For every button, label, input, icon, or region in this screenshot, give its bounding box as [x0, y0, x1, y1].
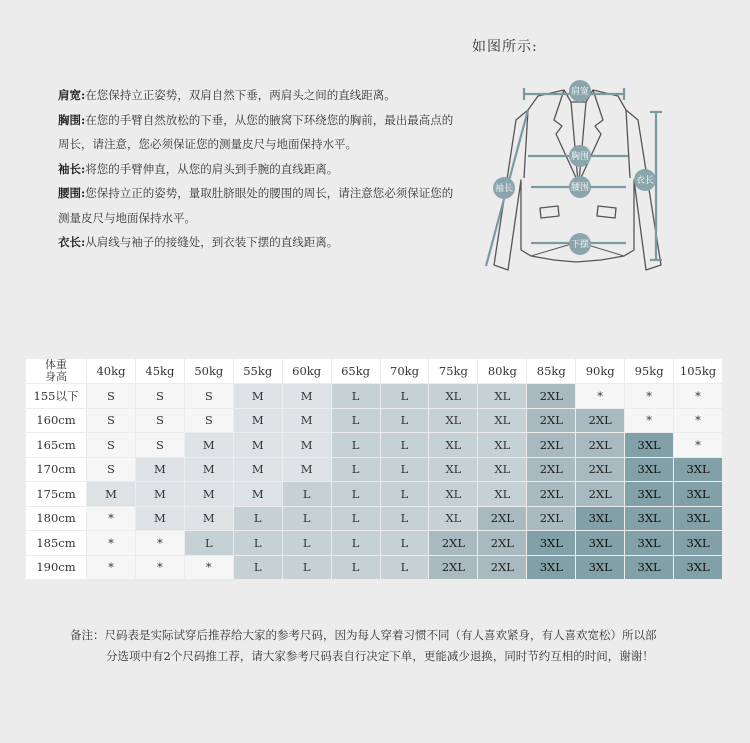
size-cell: 2XL — [429, 556, 477, 580]
size-cell: XL — [478, 409, 526, 433]
height-header: 190cm — [26, 556, 86, 580]
size-cell: XL — [478, 433, 526, 457]
size-cell: 3XL — [625, 531, 673, 555]
size-cell: 3XL — [625, 458, 673, 482]
height-header: 170cm — [26, 458, 86, 482]
size-cell: * — [625, 409, 673, 433]
table-row — [26, 458, 722, 482]
measurement-definitions — [58, 83, 458, 255]
size-cell: 3XL — [576, 507, 624, 531]
size-cell: L — [381, 433, 429, 457]
size-cell: 2XL — [478, 556, 526, 580]
height-header: 185cm — [26, 531, 86, 555]
size-cell: L — [283, 507, 331, 531]
size-cell: L — [185, 531, 233, 555]
size-cell: * — [674, 433, 722, 457]
size-cell: 2XL — [478, 507, 526, 531]
weight-header: 75kg — [429, 359, 477, 383]
size-cell: L — [381, 507, 429, 531]
table-row — [26, 409, 722, 433]
footnote-line-2: 分选项中有2个尺码推工荐，请大家参考尺码表自行决定下单，更能减少退换，同时节约互相的时间，谢谢！ — [106, 649, 654, 663]
size-cell: M — [185, 433, 233, 457]
waist-label: 腰围 — [570, 183, 590, 193]
weight-header: 85kg — [527, 359, 575, 383]
size-cell: 3XL — [625, 433, 673, 457]
weight-header: 95kg — [625, 359, 673, 383]
table-row — [26, 531, 722, 555]
size-cell: M — [283, 409, 331, 433]
size-cell: S — [87, 458, 135, 482]
size-cell: * — [674, 409, 722, 433]
size-cell: M — [234, 433, 282, 457]
definition-length: 衣长:从肩线与袖子的接缝处，到衣装下摆的直线距离。 — [58, 235, 339, 249]
weight-header: 90kg — [576, 359, 624, 383]
size-cell: 3XL — [625, 482, 673, 506]
size-cell: L — [381, 531, 429, 555]
definition-shoulder: 肩宽:在您保持立正姿势，双肩自然下垂，两肩头之间的直线距离。 — [58, 88, 396, 102]
size-cell: M — [185, 482, 233, 506]
weight-header: 60kg — [283, 359, 331, 383]
size-cell: L — [283, 556, 331, 580]
size-cell: L — [332, 482, 380, 506]
size-cell: XL — [478, 482, 526, 506]
weight-header: 50kg — [185, 359, 233, 383]
weight-header: 40kg — [87, 359, 135, 383]
size-cell: XL — [478, 384, 526, 408]
size-cell: 3XL — [576, 531, 624, 555]
size-cell: L — [381, 556, 429, 580]
size-cell: 2XL — [527, 409, 575, 433]
table-row — [26, 556, 722, 580]
definition-sleeve: 袖长:将您的手臂伸直，从您的肩头到手腕的直线距离。 — [58, 161, 339, 176]
size-cell: 3XL — [625, 507, 673, 531]
size-cell: * — [136, 556, 184, 580]
size-cell: XL — [429, 458, 477, 482]
hem-label: 下摆 — [570, 240, 590, 250]
size-cell: M — [87, 482, 135, 506]
size-cell: S — [136, 409, 184, 433]
size-cell: * — [625, 384, 673, 408]
weight-header: 70kg — [381, 359, 429, 383]
size-cell: L — [283, 482, 331, 506]
size-cell: L — [381, 384, 429, 408]
size-cell: 2XL — [576, 433, 624, 457]
size-cell: 3XL — [674, 531, 722, 555]
size-cell: M — [136, 482, 184, 506]
figure-title: 如图所示: — [472, 39, 538, 55]
size-cell: 3XL — [625, 556, 673, 580]
size-cell: M — [185, 507, 233, 531]
weight-header: 55kg — [234, 359, 282, 383]
size-cell: * — [87, 556, 135, 580]
size-cell: M — [283, 433, 331, 457]
size-cell: L — [234, 531, 282, 555]
size-cell: S — [136, 433, 184, 457]
size-cell: 3XL — [674, 458, 722, 482]
weight-header: 65kg — [332, 359, 380, 383]
size-cell: M — [234, 458, 282, 482]
size-cell: 3XL — [576, 556, 624, 580]
size-cell: L — [234, 507, 282, 531]
footnote — [70, 625, 710, 667]
size-cell: 2XL — [429, 531, 477, 555]
size-cell: 2XL — [576, 458, 624, 482]
corner-header: 体重 身高 — [26, 359, 86, 383]
size-cell: 2XL — [527, 458, 575, 482]
table-header-row — [26, 359, 722, 383]
weight-header: 45kg — [136, 359, 184, 383]
size-cell: L — [332, 507, 380, 531]
size-cell: M — [283, 458, 331, 482]
table-row — [26, 507, 722, 531]
size-cell: L — [332, 409, 380, 433]
size-cell: 2XL — [527, 482, 575, 506]
size-cell: 2XL — [478, 531, 526, 555]
definition-waist: 腰围:您保持立正的姿势，量取肚脐眼处的腰围的周长，请注意您必须保证您的测量皮尺与地面保持水平。 — [58, 186, 454, 225]
size-cell: 2XL — [576, 409, 624, 433]
size-cell: 3XL — [674, 556, 722, 580]
size-cell: 3XL — [674, 507, 722, 531]
size-cell: 2XL — [527, 384, 575, 408]
table-row — [26, 482, 722, 506]
size-cell: L — [332, 531, 380, 555]
size-cell: L — [332, 458, 380, 482]
table-row — [26, 433, 722, 457]
size-cell: 2XL — [576, 482, 624, 506]
jacket-measurement-diagram — [476, 60, 676, 282]
definition-chest: 胸围:在您的手臂自然放松的下垂，从您的腋窝下环绕您的胸前，最出最高点的周长，请注意，您必须保证您的测量皮尺与地面保持水平。 — [58, 112, 454, 151]
size-cell: L — [381, 409, 429, 433]
table-row — [26, 384, 722, 408]
size-cell: S — [185, 409, 233, 433]
height-header: 180cm — [26, 507, 86, 531]
shoulder-label: 肩宽 — [570, 87, 590, 97]
size-cell: L — [332, 384, 380, 408]
size-cell: XL — [478, 458, 526, 482]
size-cell: S — [185, 384, 233, 408]
size-cell: M — [283, 384, 331, 408]
height-header: 165cm — [26, 433, 86, 457]
size-cell: 3XL — [527, 556, 575, 580]
size-cell: M — [136, 507, 184, 531]
size-cell: 3XL — [527, 531, 575, 555]
size-cell: M — [185, 458, 233, 482]
chest-label: 胸围 — [570, 152, 590, 162]
weight-header: 80kg — [478, 359, 526, 383]
size-cell: S — [87, 409, 135, 433]
size-table — [25, 358, 723, 580]
size-cell: L — [381, 458, 429, 482]
size-cell: M — [136, 458, 184, 482]
size-chart — [25, 358, 723, 580]
size-cell: L — [283, 531, 331, 555]
height-header: 155以下 — [26, 384, 86, 408]
size-cell: S — [136, 384, 184, 408]
size-cell: XL — [429, 433, 477, 457]
size-cell: L — [332, 433, 380, 457]
length-label: 衣长 — [635, 176, 655, 186]
size-cell: * — [185, 556, 233, 580]
size-cell: * — [674, 384, 722, 408]
size-cell: * — [136, 531, 184, 555]
size-cell: * — [576, 384, 624, 408]
size-cell: * — [87, 531, 135, 555]
weight-header: 105kg — [674, 359, 722, 383]
height-header: 175cm — [26, 482, 86, 506]
sleeve-label: 袖长 — [494, 184, 514, 194]
size-cell: XL — [429, 409, 477, 433]
size-cell: S — [87, 433, 135, 457]
size-cell: L — [381, 482, 429, 506]
size-cell: L — [234, 556, 282, 580]
size-cell: M — [234, 482, 282, 506]
size-cell: 3XL — [674, 482, 722, 506]
size-cell: XL — [429, 507, 477, 531]
size-cell: XL — [429, 384, 477, 408]
footnote-line-1: 备注：尺码表是实际试穿后推荐给大家的参考尺码，因为每人穿着习惯不同（有人喜欢紧身，有人喜欢宽松）所以部 — [70, 628, 657, 642]
size-cell: 2XL — [527, 507, 575, 531]
size-cell: * — [87, 507, 135, 531]
size-cell: 2XL — [527, 433, 575, 457]
size-cell: L — [332, 556, 380, 580]
size-cell: M — [234, 384, 282, 408]
size-cell: S — [87, 384, 135, 408]
height-header: 160cm — [26, 409, 86, 433]
size-cell: M — [234, 409, 282, 433]
size-cell: XL — [429, 482, 477, 506]
